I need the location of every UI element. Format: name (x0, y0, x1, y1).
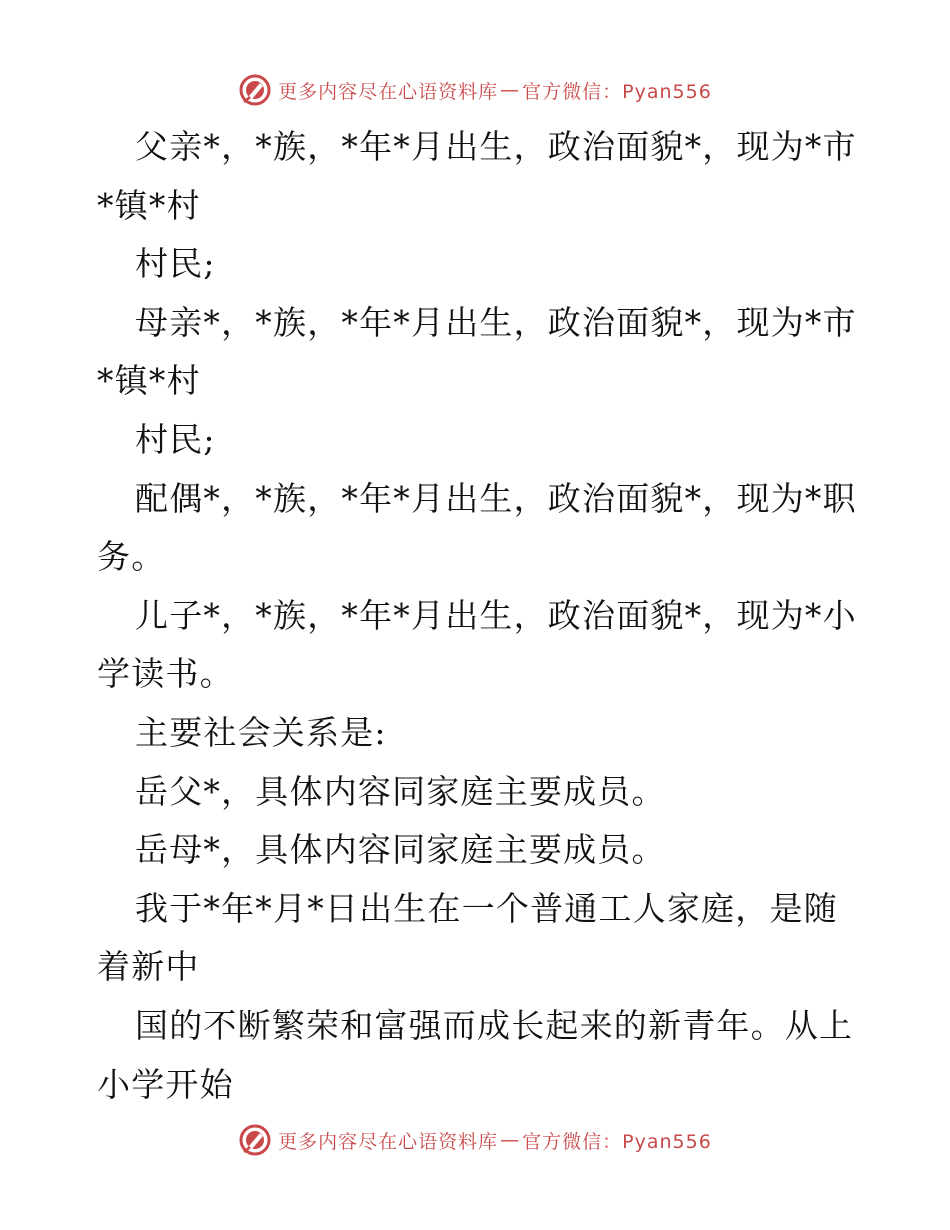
text-line: 父亲*，*族，*年*月出生，政治面貌*，现为*市 (135, 127, 857, 166)
watermark-brand-text: 更多内容尽在心语资料库 (278, 80, 499, 103)
text-line: 主要社会关系是: (135, 712, 387, 752)
text-line: 务。 (97, 537, 166, 577)
text-line: 村民; (135, 419, 216, 459)
text-line: 母亲*，*族，*年*月出生，政治面貌*，现为*市 (135, 302, 857, 342)
text-line: 着新中 (97, 947, 200, 987)
watermark-contact: 官方微信：Pyan556 (522, 80, 712, 103)
text-line: 小学开始 (97, 1064, 234, 1104)
text-line: *镇*村 (97, 361, 201, 401)
watermark-separator: — (500, 1129, 521, 1151)
text-line: 我于*年*月*日出生在一个普通工人家庭，是随 (135, 888, 838, 928)
watermark-separator: — (500, 79, 521, 101)
watermark-brand-text: 更多内容尽在心语资料库 (278, 1130, 499, 1153)
watermark-footer (0, 1120, 950, 1160)
text-line: 村民; (135, 244, 216, 284)
text-line: 学读书。 (97, 654, 234, 694)
text-line: *镇*村 (97, 185, 201, 225)
text-line: 岳母*，具体内容同家庭主要成员。 (135, 830, 666, 870)
watermark-contact: 官方微信：Pyan556 (522, 1130, 712, 1153)
text-line: 国的不断繁荣和富强而成长起来的新青年。从上 (135, 1005, 854, 1045)
text-line: 儿子*，*族，*年*月出生，政治面貌*，现为*小 (135, 595, 857, 635)
pen-nib-seal-icon (238, 73, 272, 107)
pen-nib-seal-icon (238, 1123, 272, 1157)
document-body (97, 118, 857, 1114)
watermark-header (0, 70, 950, 110)
text-line: 配偶*，*族，*年*月出生，政治面貌*，现为*职 (135, 478, 857, 518)
text-line: 岳父*，具体内容同家庭主要成员。 (135, 771, 666, 811)
